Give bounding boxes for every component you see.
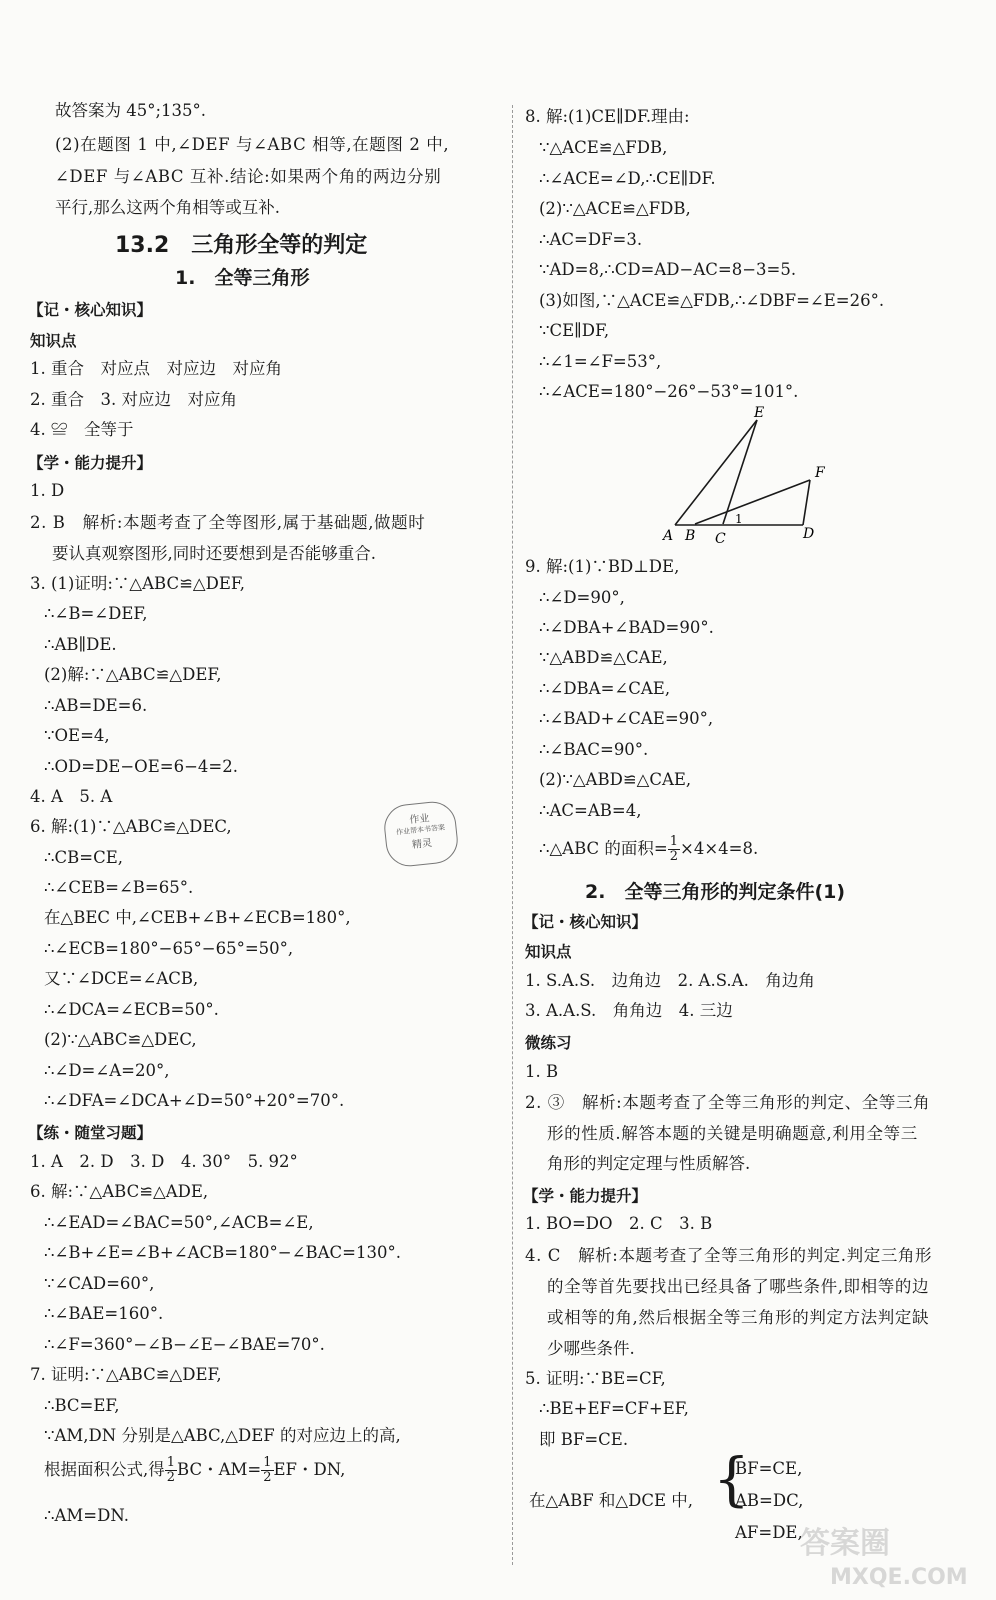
answer-line: 3. (1)证明:∵△ABC≌△DEF, [30,574,245,593]
knowledge-item: 1. S.A.S. 边角边 2. A.S.A. 角边角 [525,971,815,990]
text-line: ∵CE∥DF, [539,321,610,340]
knowledge-item: 3. A.A.S. 角角边 4. 三边 [525,1001,733,1020]
column-divider [512,105,513,1565]
tag-core-knowledge: 【记・核心知识】 [523,913,648,931]
text-line: ∴CB=CE, [44,848,123,867]
text-line: 在△ABF 和△DCE 中, [529,1491,694,1510]
text-line: 要认真观察图形,同时还要想到是否能够重合. [52,544,376,563]
denominator: 2 [166,1470,176,1485]
numerator: 1 [166,1455,176,1470]
subsection-title: 2. 全等三角形的判定条件(1) [585,881,846,903]
text-span: ∴△ABC 的面积= [539,839,668,858]
answer-line: 2. ③ 解析:本题考查了全等三角形的判定、全等三角 [525,1093,931,1112]
text-line: ∴∠DCA=∠ECB=50°. [44,1000,219,1019]
stamp-text: 精灵 [411,837,433,851]
system-line: AB=DC, [735,1491,804,1510]
text-line: ∴∠BAE=160°. [44,1304,164,1323]
text-line: 在△BEC 中,∠CEB+∠B+∠ECB=180°, [44,908,351,927]
point-label: D [803,526,815,542]
watermark-logo: 答案圈 [800,1526,890,1561]
text-line: ∴∠F=360°−∠B−∠E−∠BAE=70°. [44,1335,325,1354]
text-line: 或相等的角,然后根据全等三角形的判定方法判定缺 [547,1308,930,1327]
fraction-half [668,835,680,864]
text-line: 平行,那么这两个角相等或互补. [55,198,280,217]
text-line: ∴BC=EF, [44,1396,120,1415]
text-line: ∵OE=4, [44,726,110,745]
text-line: ∴BE+EF=CF+EF, [539,1399,689,1418]
formula-line [539,835,758,864]
text-line: ∴AC=AB=4, [539,801,642,820]
text-line: ∴∠DBA+∠BAD=90°. [539,618,714,637]
numerator: 1 [263,1455,272,1470]
line-ae [675,420,757,525]
text-line: (2)∵△ABC≌△DEC, [44,1030,197,1049]
text-line: 形的性质.解答本题的关键是明确题意,利用全等三 [547,1124,918,1143]
text-line: (2)解:∵△ABC≌△DEF, [44,665,222,684]
text-line: ∴AM=DN. [44,1506,129,1525]
answer-line: 5. 证明:∵BE=CF, [525,1369,666,1388]
tag-ability: 【学・能力提升】 [523,1187,648,1205]
subsection-title: 1. 全等三角形 [175,267,310,289]
text-line: ∴AB=DE=6. [44,696,148,715]
fraction-half [165,1456,177,1485]
answer-line: 故答案为 45°;135°. [55,101,207,120]
text-line: 又∵∠DCE=∠ACB, [44,969,199,988]
stamp-text: 作业帮本书答案 [395,823,446,837]
text-line: (2)在题图 1 中,∠DEF 与∠ABC 相等,在题图 2 中, [55,135,450,154]
text-line: 的全等首先要找出已经具备了哪些条件,即相等的边 [547,1277,930,1296]
system-line: AF=DE, [735,1523,803,1542]
text-line: ∴∠BAD+∠CAE=90°, [539,709,714,728]
text-line: ∴∠D=90°, [539,588,625,607]
answer-line: 4. A 5. A [30,787,113,806]
system-brace: { [713,1445,750,1513]
point-label: A [663,528,674,544]
point-label: C [715,531,726,545]
answer-line: 6. 解:(1)∵△ABC≌△DEC, [30,817,232,836]
watermark-url: MXQE.COM [830,1565,968,1590]
tag-practice: 【练・随堂习题】 [28,1124,153,1142]
tag-ability: 【学・能力提升】 [28,454,153,472]
text-span: 根据面积公式,得 [44,1460,165,1479]
answer-line: 7. 证明:∵△ABC≌△DEF, [30,1365,222,1384]
formula-line [44,1456,345,1485]
point-label: E [754,405,765,421]
line-fb [695,480,810,524]
line-df [803,480,810,525]
answer-line: 6. 解:∵△ABC≌△ADE, [30,1182,209,1201]
text-span: ×4×4=8. [680,839,759,858]
knowledge-label: 知识点 [525,943,572,961]
text-line: ∵AD=8,∴CD=AD−AC=8−3=5. [539,260,797,279]
denominator: 2 [263,1470,272,1485]
answer-line: 8. 解:(1)CE∥DF.理由: [525,107,690,126]
text-line: ∴∠1=∠F=53°, [539,352,662,371]
stamp [382,799,460,868]
text-line: ∴∠B+∠E=∠B+∠ACB=180°−∠BAC=130°. [44,1243,401,1262]
text-line: ∵△ACE≌△FDB, [539,138,668,157]
knowledge-item: 1. 重合 对应点 对应边 对应角 [30,359,282,378]
answer-line: 1. B [525,1062,559,1081]
point-label: F [815,465,825,481]
text-line: 即 BF=CE. [539,1430,629,1449]
text-span: BC・AM= [177,1460,262,1479]
answer-line: 1. D [30,481,65,500]
text-line: ∴AC=DF=3. [539,230,643,249]
text-line: 少哪些条件. [547,1339,635,1358]
knowledge-item: 2. 重合 3. 对应边 对应角 [30,390,237,409]
denominator: 2 [669,849,679,864]
text-line: ∴OD=DE−OE=6−4=2. [44,757,238,776]
text-line: 角形的判定定理与性质解答. [547,1154,751,1173]
stamp-text: 作业 [408,813,431,827]
geometry-figure [655,405,855,545]
text-line: ∴∠DFA=∠DCA+∠D=50°+20°=70°. [44,1091,345,1110]
text-line: ∴∠ECB=180°−65°−65°=50°, [44,939,294,958]
point-label: B [685,528,696,544]
text-line: ∴∠D=∠A=20°, [44,1061,170,1080]
answer-line: 4. C 解析:本题考查了全等三角形的判定.判定三角形 [525,1246,933,1265]
answer-line: 2. B 解析:本题考查了全等图形,属于基础题,做题时 [30,513,426,532]
text-line: ∴∠DBA=∠CAE, [539,679,671,698]
knowledge-label: 知识点 [30,332,77,350]
answer-line: 1. BO=DO 2. C 3. B [525,1214,713,1233]
text-line: ∠DEF 与∠ABC 互补.结论:如果两个角的两边分别 [55,167,442,186]
text-line: ∵△ABD≌△CAE, [539,648,668,667]
section-title: 13.2 三角形全等的判定 [115,233,368,258]
answer-line: 9. 解:(1)∵BD⊥DE, [525,557,680,576]
text-line: ∴∠ACE=180°−26°−53°=101°. [539,382,799,401]
text-line: (2)∵△ACE≌△FDB, [539,199,691,218]
numerator: 1 [669,834,679,849]
text-line: (2)∵△ABD≌△CAE, [539,770,692,789]
text-line: ∴∠EAD=∠BAC=50°,∠ACB=∠E, [44,1213,314,1232]
text-line: ∵∠CAD=60°, [44,1274,155,1293]
text-line: ∴AB∥DE. [44,635,117,654]
answer-line: 1. A 2. D 3. D 4. 30° 5. 92° [30,1152,298,1171]
text-line: ∴∠B=∠DEF, [44,604,148,623]
text-line: ∴∠ACE=∠D,∴CE∥DF. [539,169,716,188]
knowledge-item: 4. ≌ 全等于 [30,420,134,439]
text-line: ∴∠BAC=90°. [539,740,649,759]
fraction-half [261,1456,273,1485]
text-span: EF・DN, [273,1460,346,1479]
text-line: ∴∠CEB=∠B=65°. [44,878,194,897]
angle-label: 1 [735,512,743,526]
system-line: BF=CE, [735,1459,803,1478]
text-line: (3)如图,∵△ACE≌△FDB,∴∠DBF=∠E=26°. [539,291,885,310]
line-ec [723,420,757,524]
text-line: ∵AM,DN 分别是△ABC,△DEF 的对应边上的高, [44,1426,401,1445]
micro-practice-label: 微练习 [525,1034,572,1052]
tag-core-knowledge: 【记・核心知识】 [28,301,153,319]
